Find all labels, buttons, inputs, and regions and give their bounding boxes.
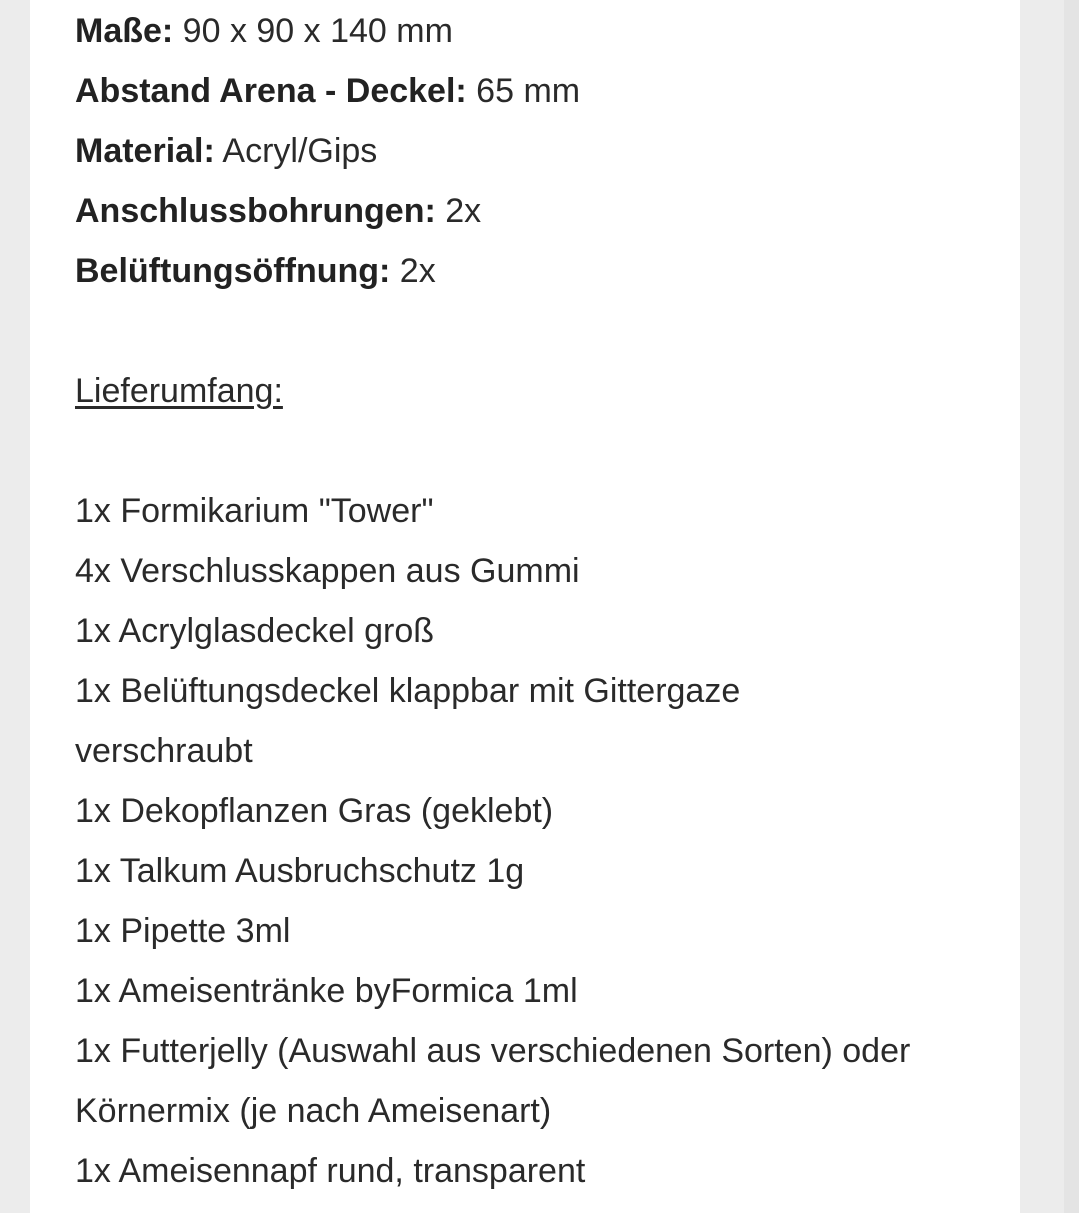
spec-label: Anschlussbohrungen: bbox=[75, 192, 436, 230]
spec-label: Abstand Arena - Deckel: bbox=[75, 72, 467, 110]
spec-dimensions bbox=[75, 1, 453, 61]
list-item: 1x Pipette 3ml bbox=[75, 912, 291, 950]
list-item: 1x Belüftungsdeckel klappbar mit Gittergaze bbox=[75, 672, 741, 710]
list-item: 1x Talkum Ausbruchschutz 1g bbox=[75, 852, 525, 890]
list-item: 4x Verschlusskappen aus Gummi bbox=[75, 552, 580, 590]
spec-ventilation bbox=[75, 241, 436, 301]
spec-value: 90 x 90 x 140 mm bbox=[173, 12, 453, 50]
spec-label: Maße: bbox=[75, 12, 174, 50]
spec-label: Material: bbox=[75, 132, 215, 170]
list-item: 1x Acrylglasdeckel groß bbox=[75, 612, 435, 650]
spec-value: Acryl/Gips bbox=[214, 132, 378, 170]
spec-arena-distance bbox=[75, 61, 580, 121]
list-item: 1x Ameisentränke byFormica 1ml bbox=[75, 972, 578, 1010]
delivery-heading: Lieferumfang: bbox=[75, 372, 283, 410]
list-item: 1x Dekopflanzen Gras (geklebt) bbox=[75, 792, 554, 830]
spec-connection-holes bbox=[75, 181, 481, 241]
list-item: Körnermix (je nach Ameisenart) bbox=[75, 1092, 552, 1130]
spec-value: 2x bbox=[435, 192, 482, 230]
spec-value: 65 mm bbox=[466, 72, 581, 110]
list-item: 1x Formikarium "Tower" bbox=[75, 492, 434, 530]
list-item: 1x Futterjelly (Auswahl aus verschiedenen Sorten) oder bbox=[75, 1032, 911, 1070]
spec-value: 2x bbox=[390, 252, 436, 290]
spec-label: Belüftungsöffnung: bbox=[75, 252, 391, 290]
list-item: 1x Ameisennapf rund, transparent bbox=[75, 1152, 586, 1190]
spec-material bbox=[75, 121, 377, 181]
list-item: verschraubt bbox=[75, 732, 253, 770]
scrollbar[interactable] bbox=[1064, 0, 1079, 1213]
